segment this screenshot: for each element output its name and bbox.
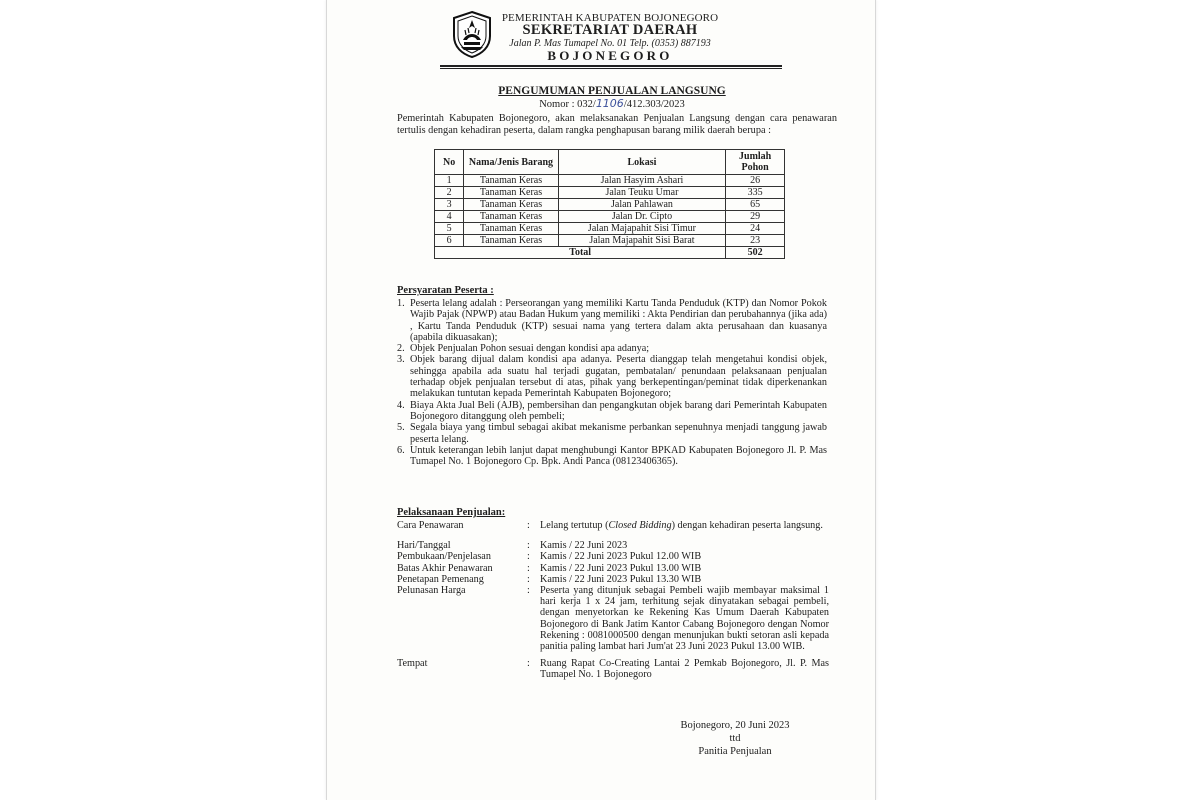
cell-jumlah: 26 [726, 175, 785, 187]
detail-row-cara: Cara Penawaran : Lelang tertutup (Closed Bidding) dengan kehadiran peserta langsung. [397, 520, 829, 531]
cell-lokasi: Jalan Majapahit Sisi Timur [558, 223, 726, 235]
intro-paragraph: Pemerintah Kabupaten Bojonegoro, akan melaksanakan Penjualan Langsung dengan cara penawaran tertulis dengan kehadiran peserta, dalam rangka penghapusan barang milik daerah berupa : [397, 113, 837, 136]
execution-details [397, 520, 829, 681]
detail-label: Penetapan Pemenang [397, 573, 484, 585]
cell-jumlah: 335 [726, 187, 785, 199]
table-row [435, 223, 785, 235]
cell-jumlah: 23 [726, 235, 785, 247]
table-row [435, 175, 785, 187]
cell-lokasi: Jalan Majapahit Sisi Barat [558, 235, 726, 247]
cell-no: 2 [435, 187, 464, 199]
detail-value: Peserta yang ditunjuk sebagai Pembeli wajib membayar maksimal 1 hari kerja 1 x 24 jam, terhitung sejak dinyatakan sebagai pembeli, dengan menyetorkan ke Rekening Kas Umum Daerah Kabupaten Bojonegoro di Bank Jatim Kantor Cabang Bojonegoro dengan Nomor Rekening : 0081000500 dengan menunjukan bukti setoran asli kepada panitia paling lambat hari Jum'at 23 Juni 2023 Pukul 13.00 WIB. [540, 585, 829, 653]
header-nama: Nama/Jenis Barang [464, 150, 558, 175]
total-label: Total [435, 247, 726, 259]
execution-heading: Pelaksanaan Penjualan: [397, 507, 506, 518]
detail-label: Cara Penawaran [397, 520, 464, 531]
cell-nama: Tanaman Keras [464, 211, 558, 223]
cell-jumlah: 24 [726, 223, 785, 235]
list-item: 2. Objek Penjualan Pohon sesuai dengan kondisi apa adanya; [397, 343, 827, 354]
list-item: 3. Objek barang dijual dalam kondisi apa adanya. Peserta dianggap telah mengetahui kondisi objek, sehingga apabila ada suatu hal terjadi gugatan, pembatalan/ penundaan pelaksanaan penjualan terhadap objek penjualan tersebut di atas, pihak yang berkepentingan/peminat tidak diperkenankan melakukan tuntutan kepada Pemerintah Kabupaten Bojonegoro; [397, 354, 827, 400]
cell-nama: Tanaman Keras [464, 223, 558, 235]
cell-lokasi: Jalan Teuku Umar [558, 187, 726, 199]
table-row [435, 211, 785, 223]
cell-nama: Tanaman Keras [464, 175, 558, 187]
cell-no: 6 [435, 235, 464, 247]
header-secretariat: SEKRETARIAT DAERAH [522, 22, 698, 38]
cell-nama: Tanaman Keras [464, 187, 558, 199]
requirements-list [397, 298, 827, 467]
header-rule-thin [440, 68, 782, 69]
signature-signer: Panitia Penjualan [698, 746, 772, 757]
signature-place-date: Bojonegoro, 20 Juni 2023 [680, 720, 790, 731]
requirement-text: Objek barang dijual dalam kondisi apa adanya. Peserta dianggap telah mengetahui kondisi objek, sehingga apabila ada suatu hal terjadi gugatan, pembatalan/ penundaan pelaksanaan penjualan terhadap objek penjualan tersebut di atas, pihak yang berkepentingan/peminat tidak diperkenankan melakukan tuntutan kepada Pemerintah Kabupaten Bojonegoro; [410, 354, 827, 400]
total-value: 502 [726, 247, 785, 259]
requirement-text: Biaya Akta Jual Beli (AJB), pembersihan dan pengangkutan objek barang dari Pemerintah Kabupaten Bojonegoro ditanggung oleh pembeli; [410, 399, 827, 422]
cell-no: 3 [435, 199, 464, 211]
number-suffix: /412.303/2023 [623, 99, 685, 110]
cell-nama: Tanaman Keras [464, 235, 558, 247]
cell-lokasi: Jalan Pahlawan [558, 199, 726, 211]
detail-label: Pembukaan/Penjelasan [397, 551, 491, 563]
requirement-text: Untuk keterangan lebih lanjut dapat menghubungi Kantor BPKAD Kabupaten Bojonegoro Jl. P. Mas Tumapel No. 1 Bojonegoro Cp. Bpk. Andi Panca (08123406365). [410, 444, 827, 468]
detail-row-pembukaan: Pembukaan/Penjelasan : Kamis / 22 Juni 2023 Pukul 12.00 WIB [397, 551, 829, 562]
requirement-text: Objek Penjualan Pohon sesuai dengan kondisi apa adanya; [410, 343, 650, 355]
detail-row-penetapan: Penetapan Pemenang : Kamis / 22 Juni 2023 Pukul 13.30 WIB [397, 574, 829, 585]
detail-row-tempat: Tempat : Ruang Rapat Co-Creating Lantai 2 Pemkab Bojonegoro, Jl. P. Mas Tumapel No. 1 Bojonegoro [397, 658, 829, 681]
detail-row-hari: Hari/Tanggal : Kamis / 22 Juni 2023 [397, 540, 829, 551]
header-government: PEMERINTAH KABUPATEN BOJONEGORO [501, 12, 719, 24]
cell-no: 1 [435, 175, 464, 187]
cell-lokasi: Jalan Dr. Cipto [558, 211, 726, 223]
detail-value: Ruang Rapat Co-Creating Lantai 2 Pemkab Bojonegoro, Jl. P. Mas Tumapel No. 1 Bojonegoro [540, 658, 829, 681]
number-prefix: Nomor : 032/ [539, 99, 596, 110]
number-handwritten: 1106 [595, 97, 624, 110]
table-row [435, 235, 785, 247]
goods-table [434, 149, 785, 259]
header-rule-thick [440, 65, 782, 67]
detail-label: Tempat [397, 658, 428, 670]
list-item: 6. Untuk keterangan lebih lanjut dapat menghubungi Kantor BPKAD Kabupaten Bojonegoro Jl. P. Mas Tumapel No. 1 Bojonegoro Cp. Bpk. Andi Panca (08123406365). [397, 444, 827, 468]
header-lokasi: Lokasi [558, 150, 726, 175]
header-jumlah: Jumlah Pohon [726, 150, 785, 175]
signature-ttd: ttd [729, 733, 741, 744]
table-total-row [435, 247, 785, 259]
detail-value: Kamis / 22 Juni 2023 Pukul 12.00 WIB [540, 551, 702, 563]
document-title: PENGUMUMAN PENJUALAN LANGSUNG [498, 85, 726, 97]
detail-row-pelunasan: Pelunasan Harga : Peserta yang ditunjuk sebagai Pembeli wajib membayar maksimal 1 hari kerja 1 x 24 jam, terhitung sejak dinyatakan sebagai pembeli, dengan menyetorkan ke Rekening Kas Umum Daerah Kabupaten Bojonegoro di Bank Jatim Kantor Cabang Bojonegoro dengan Nomor Rekening : 0081000500 dengan menunjukan bukti setoran asli kepada panitia paling lambat hari Jum'at 23 Juni 2023 Pukul 13.00 WIB. [397, 585, 829, 653]
cell-nama: Tanaman Keras [464, 199, 558, 211]
list-item: 4. Biaya Akta Jual Beli (AJB), pembersihan dan pengangkutan objek barang dari Pemerintah Kabupaten Bojonegoro ditanggung oleh pembeli; [397, 399, 827, 422]
list-item: 1. Peserta lelang adalah : Perseorangan yang memiliki Kartu Tanda Penduduk (KTP) dan Nomor Pokok Wajib Pajak (NPWP) atau Badan Hukum yang memiliki : Akta Pendirian dan perubahannya (jika ada) , Kartu Tanda Penduduk (KTP) sesuai nama yang tertera dalam akta perusahaan dan kuasanya (apabila dikuasakan); [397, 298, 827, 343]
detail-label: Hari/Tanggal [397, 540, 451, 552]
table-row [435, 187, 785, 199]
list-item: 5. Segala biaya yang timbul sebagai akibat mekanisme perbankan sepenuhnya menjadi tanggung jawab peserta lelang. [397, 422, 827, 445]
detail-value: Kamis / 22 Juni 2023 Pukul 13.30 WIB [540, 573, 702, 585]
detail-value: Kamis / 22 Juni 2023 [540, 540, 628, 552]
cell-lokasi: Jalan Hasyim Ashari [558, 175, 726, 187]
document-number [440, 97, 784, 110]
cell-jumlah: 29 [726, 211, 785, 223]
header-city: BOJONEGORO [547, 48, 673, 63]
requirement-text: Segala biaya yang timbul sebagai akibat mekanisme perbankan sepenuhnya menjadi tanggung jawab peserta lelang. [410, 422, 827, 445]
header-no: No [435, 150, 464, 175]
detail-label: Pelunasan Harga [397, 585, 466, 597]
detail-value: Kamis / 22 Juni 2023 Pukul 13.00 WIB [540, 562, 702, 574]
requirements-heading: Persyaratan Peserta : [397, 285, 494, 296]
table-header-row [435, 150, 785, 175]
header-address: Jalan P. Mas Tumapel No. 01 Telp. (0353) 887193 [509, 38, 711, 49]
cell-no: 5 [435, 223, 464, 235]
cell-jumlah: 65 [726, 199, 785, 211]
bojonegoro-emblem-icon [449, 10, 495, 58]
detail-row-batas: Batas Akhir Penawaran : Kamis / 22 Juni 2023 Pukul 13.00 WIB [397, 563, 829, 574]
table-row [435, 199, 785, 211]
requirement-text: Peserta lelang adalah : Perseorangan yang memiliki Kartu Tanda Penduduk (KTP) dan Nomor Pokok Wajib Pajak (NPWP) atau Badan Hukum yang memiliki : Akta Pendirian dan perubahannya (jika ada) , Kartu Tanda Penduduk (KTP) sesuai nama yang tertera dalam akta perusahaan dan kuasanya (apabila dikuasakan); [410, 298, 827, 343]
cell-no: 4 [435, 211, 464, 223]
detail-value: Lelang tertutup (Closed Bidding) dengan kehadiran peserta langsung. [540, 520, 823, 531]
detail-label: Batas Akhir Penawaran [397, 562, 493, 574]
